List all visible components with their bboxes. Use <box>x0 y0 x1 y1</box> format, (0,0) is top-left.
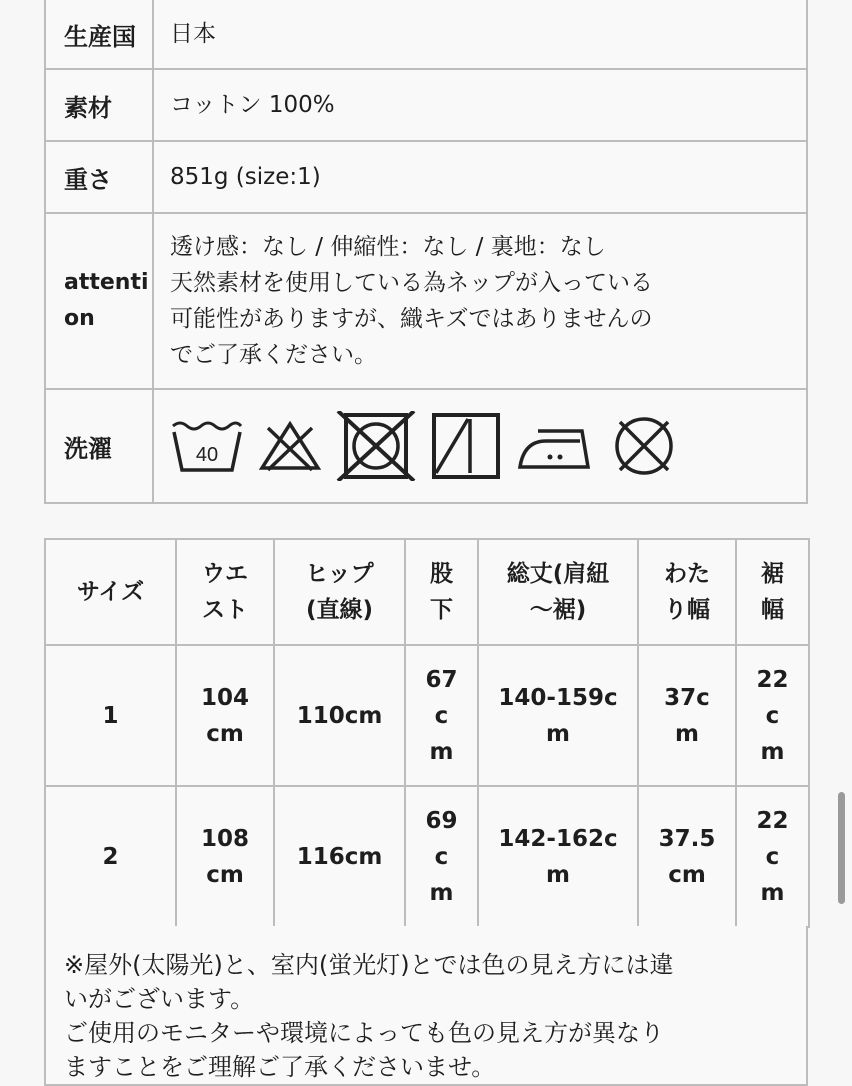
spec-row-origin <box>45 0 807 69</box>
header-line: (直線) <box>305 597 374 623</box>
cell-line: 69 <box>425 807 458 834</box>
header-line: スト <box>202 597 248 623</box>
spec-row-attention <box>45 213 807 389</box>
attention-line: 透け感：なし / 伸縮性：なし / 裏地：なし <box>170 234 606 260</box>
origin-label: 生産国 <box>45 0 153 69</box>
wash-40-icon <box>170 418 244 474</box>
wash-temp: 40 <box>195 444 219 466</box>
size-header-cell <box>638 539 736 645</box>
material-label: 素材 <box>45 69 153 141</box>
header-line: 総丈(肩紐 <box>506 561 610 587</box>
cell-line: 104 <box>200 684 249 711</box>
header-line: ウエ <box>202 561 248 587</box>
cell-line: m <box>429 879 454 906</box>
no-tumble-dry-icon <box>336 411 416 481</box>
attention-line: 可能性がありますが、織キズではありませんの <box>170 306 653 332</box>
cell-line: m <box>429 738 454 765</box>
iron-medium-icon <box>516 421 594 471</box>
cell-line: 142-162c <box>498 825 618 852</box>
size-cell <box>736 645 809 786</box>
note-line: ご使用のモニターや環境によっても色の見え方が異なり <box>64 1019 664 1047</box>
cell-line: cm <box>206 720 244 747</box>
size-cell <box>638 645 736 786</box>
scrollbar[interactable] <box>838 792 845 904</box>
spec-table <box>44 0 808 504</box>
size-cell <box>274 786 405 927</box>
size-cell <box>45 786 176 927</box>
header-line: わた <box>664 561 710 587</box>
header-line: 幅 <box>761 597 784 623</box>
cell-line: c <box>765 702 780 729</box>
attention-value <box>153 213 807 389</box>
header-line: 股 <box>430 561 453 587</box>
spec-row-material <box>45 69 807 141</box>
origin-value: 日本 <box>153 0 807 69</box>
cell-line: m <box>546 861 570 888</box>
size-cell <box>45 645 176 786</box>
no-dry-clean-icon <box>608 414 680 478</box>
attention-label-line: on <box>64 306 95 331</box>
line-dry-icon <box>430 411 502 481</box>
size-header-cell <box>405 539 478 645</box>
header-line: 〜裾) <box>529 597 587 623</box>
cell-line: 37.5 <box>658 825 716 852</box>
size-cell <box>478 645 638 786</box>
header-line: り幅 <box>664 597 710 623</box>
size-header-cell <box>478 539 638 645</box>
header-line: 下 <box>430 597 453 623</box>
color-note <box>44 926 808 1086</box>
attention-line: でご了承ください。 <box>170 342 377 368</box>
size-header-cell <box>45 539 176 645</box>
note-line: ※屋外(太陽光)と、室内(蛍光灯)とでは色の見え方には違 <box>64 951 674 979</box>
size-cell <box>405 786 478 927</box>
cell-line: 108 <box>200 825 249 852</box>
size-table <box>44 538 810 928</box>
cell-line: m <box>760 738 785 765</box>
cell-line: c <box>765 843 780 870</box>
size-cell <box>405 645 478 786</box>
cell-line: 1 <box>102 702 119 729</box>
wash-label: 洗濯 <box>45 389 153 503</box>
size-cell <box>176 786 274 927</box>
cell-line: m <box>760 879 785 906</box>
size-cell <box>478 786 638 927</box>
table-row <box>45 645 809 786</box>
cell-line: m <box>546 720 570 747</box>
no-bleach-icon <box>258 418 322 474</box>
cell-line: c <box>434 843 449 870</box>
note-line: いがございます。 <box>64 985 255 1013</box>
header-line: 裾 <box>761 561 784 587</box>
material-value: コットン 100% <box>153 69 807 141</box>
header-line: ヒップ <box>305 561 374 587</box>
attention-label <box>45 213 153 389</box>
care-symbols <box>153 389 807 503</box>
header-line: サイズ <box>76 579 145 605</box>
cell-line: 22 <box>756 807 789 834</box>
size-cell <box>274 645 405 786</box>
note-line: ますことをご理解ご了承くださいませ。 <box>64 1053 496 1081</box>
weight-value: 851g (size:1) <box>153 141 807 213</box>
table-row <box>45 786 809 927</box>
size-cell <box>638 786 736 927</box>
size-header-cell <box>736 539 809 645</box>
size-header-cell <box>274 539 405 645</box>
cell-line: 67 <box>425 666 458 693</box>
size-header-row <box>45 539 809 645</box>
spec-row-weight <box>45 141 807 213</box>
size-cell <box>176 645 274 786</box>
attention-line: 天然素材を使用している為ネップが入っている <box>170 270 653 296</box>
cell-line: 110cm <box>296 702 383 729</box>
attention-label-line: attenti <box>64 270 149 295</box>
cell-line: 37c <box>664 684 710 711</box>
spec-row-wash <box>45 389 807 503</box>
cell-line: cm <box>206 861 244 888</box>
cell-line: m <box>675 720 699 747</box>
cell-line: c <box>434 702 449 729</box>
cell-line: 140-159c <box>498 684 618 711</box>
size-cell <box>736 786 809 927</box>
cell-line: 22 <box>756 666 789 693</box>
weight-label: 重さ <box>45 141 153 213</box>
cell-line: 116cm <box>296 843 383 870</box>
size-header-cell <box>176 539 274 645</box>
cell-line: 2 <box>102 843 119 870</box>
cell-line: cm <box>668 861 706 888</box>
